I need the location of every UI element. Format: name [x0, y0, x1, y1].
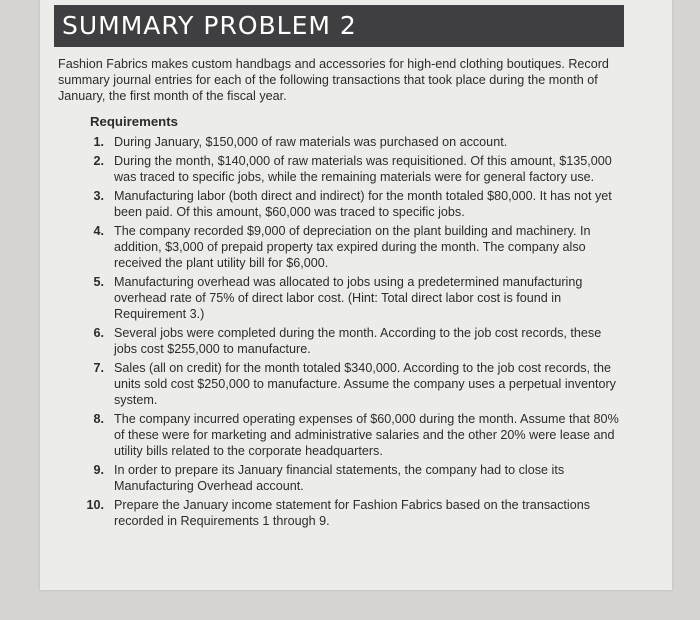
requirement-text: Sales (all on credit) for the month totaled $340,000. According to the job cost records, the units sold cost $250,000 to manufacture. Assume the company uses a perpetual inventory system. [114, 361, 616, 407]
requirement-number: 3. [93, 189, 104, 203]
requirement-item [58, 134, 623, 150]
requirement-item [58, 462, 623, 494]
requirement-text: During the month, $140,000 of raw materials was requisitioned. Of this amount, $135,000 was traced to specific jobs, while the remaining materials were for general factory use. [114, 154, 612, 184]
requirements-list [58, 134, 623, 529]
intro-paragraph: Fashion Fabrics makes custom handbags and accessories for high-end clothing boutiques. Record summary journal entries for each of the following transactions that took place during the month of January, the first month of the fiscal year. [58, 57, 609, 103]
requirement-item [58, 188, 623, 220]
page-title: SUMMARY PROBLEM 2 [62, 11, 357, 40]
requirement-number: 1. [93, 135, 104, 149]
requirement-item [58, 497, 623, 529]
requirement-number: 2. [93, 154, 104, 168]
problem-content [58, 56, 623, 532]
page-title-banner [54, 5, 624, 47]
requirement-number: 7. [93, 361, 104, 375]
requirement-text: Manufacturing labor (both direct and indirect) for the month totaled $80,000. It has not yet been paid. Of this amount, $60,000 was traced to specific jobs. [114, 189, 612, 219]
requirement-number: 8. [93, 412, 104, 426]
requirement-text: Manufacturing overhead was allocated to jobs using a predetermined manufacturing overhead rate of 75% of direct labor cost. (Hint: Total direct labor cost is found in Requirement 3.) [114, 275, 583, 321]
requirement-text: Several jobs were completed during the month. According to the job cost records, these jobs cost $255,000 to manufacture. [114, 326, 602, 356]
requirement-text: In order to prepare its January financial statements, the company had to close its Manufacturing Overhead account. [114, 463, 565, 493]
requirement-text: Prepare the January income statement for Fashion Fabrics based on the transactions recorded in Requirements 1 through 9. [114, 498, 591, 528]
requirement-text: The company recorded $9,000 of depreciation on the plant building and machinery. In addition, $3,000 of prepaid property tax expired during the month. The company also received the plant utility bill for $6,000. [114, 224, 591, 270]
requirement-text: The company incurred operating expenses of $60,000 during the month. Assume that 80% of these were for marketing and administrative salaries and the other 20% were lease and utility bills related to the corporate headquarters. [114, 412, 619, 458]
requirement-item [58, 325, 623, 357]
requirement-text: During January, $150,000 of raw materials was purchased on account. [114, 135, 508, 149]
requirement-item [58, 360, 623, 408]
requirement-item [58, 411, 623, 459]
requirements-heading: Requirements [90, 114, 178, 129]
requirement-item [58, 223, 623, 271]
requirement-item [58, 153, 623, 185]
requirement-number: 4. [93, 224, 104, 238]
requirement-number: 5. [93, 275, 104, 289]
requirement-number: 9. [93, 463, 104, 477]
requirement-number: 10. [86, 498, 104, 512]
requirement-item [58, 274, 623, 322]
requirement-number: 6. [93, 326, 104, 340]
